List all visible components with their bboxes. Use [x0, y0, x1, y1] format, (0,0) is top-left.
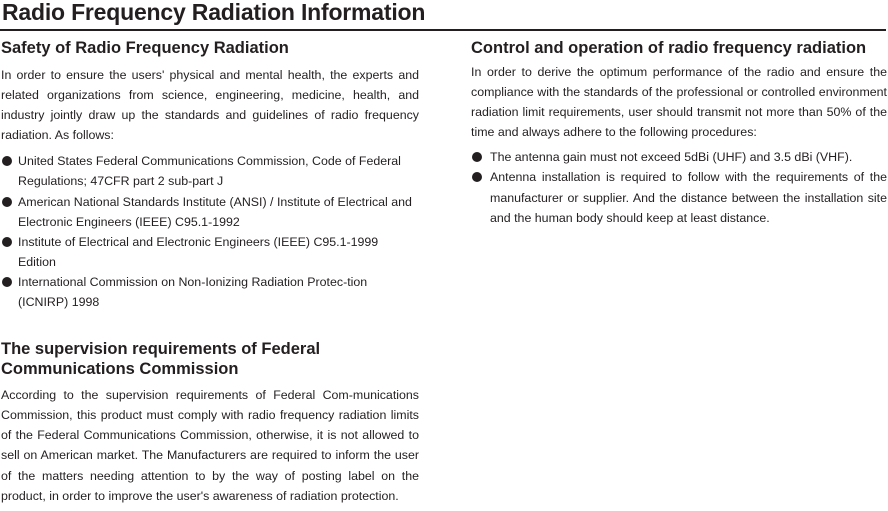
list-item [1, 232, 419, 272]
fcc-body: According to the supervision requirements of Federal Com-munications Commission, this product must comply with radio frequency radiation limits of the Federal Communications Commission, otherwise, it is not allowed to sell on American market. The Manufacturers are required to inform the user of the matters needing attention to by the way of posting label on the product, in order to improve the user's awareness of radiation protection. [1, 388, 419, 503]
list-item-text: Institute of Electrical and Electronic Engineers (IEEE) C95.1-1999 Edition [18, 234, 379, 269]
list-item [1, 151, 419, 191]
safety-intro: In order to ensure the users' physical and mental health, the experts and related organizations from science, engineering, medicine, health, and industry jointly draw up the standards and guidelines of radio frequency radiation. As follows: [1, 68, 419, 143]
fcc-heading: The supervision requirements of Federal Communications Commission [1, 340, 321, 378]
control-procedures-list [471, 147, 887, 227]
bullet-icon [2, 237, 12, 247]
list-item-text: International Commission on Non-Ionizing Radiation Protec-tion (ICNIRP) 1998 [18, 274, 368, 310]
page-title: Radio Frequency Radiation Information [2, 0, 426, 25]
list-item-text: United States Federal Communications Commission, Code of Federal Regulations; 47CFR part 2 sub-part J [18, 154, 401, 189]
safety-standards-list [1, 151, 419, 312]
bullet-icon [472, 172, 482, 182]
list-item [471, 167, 887, 227]
bullet-icon [2, 156, 12, 166]
control-heading: Control and operation of radio frequency radiation [471, 39, 867, 57]
list-item-text: American National Standards Institute (ANSI) / Institute of Electrical and Electronic Engineers (IEEE) C95.1-1992 [18, 194, 412, 229]
list-item [1, 272, 419, 312]
list-item [1, 192, 419, 232]
list-item [471, 147, 887, 167]
bullet-icon [2, 277, 12, 287]
list-item-text: The antenna gain must not exceed 5dBi (UHF) and 3.5 dBi (VHF). [490, 150, 853, 165]
bullet-icon [2, 197, 12, 207]
title-divider [0, 29, 886, 31]
control-intro: In order to derive the optimum performance of the radio and ensure the compliance with the standards of the professional or controlled environment radiation limit requirements, user should transmit not more than 50% of the time and always adhere to the following procedures: [471, 65, 887, 140]
bullet-icon [472, 152, 482, 162]
list-item-text: Antenna installation is required to follow with the requirements of the manufacturer or supplier. And the distance between the installation site and the human body should keep at least distance. [490, 170, 887, 225]
left-column [1, 37, 419, 506]
safety-heading: Safety of Radio Frequency Radiation [1, 39, 289, 57]
right-column [471, 37, 887, 228]
